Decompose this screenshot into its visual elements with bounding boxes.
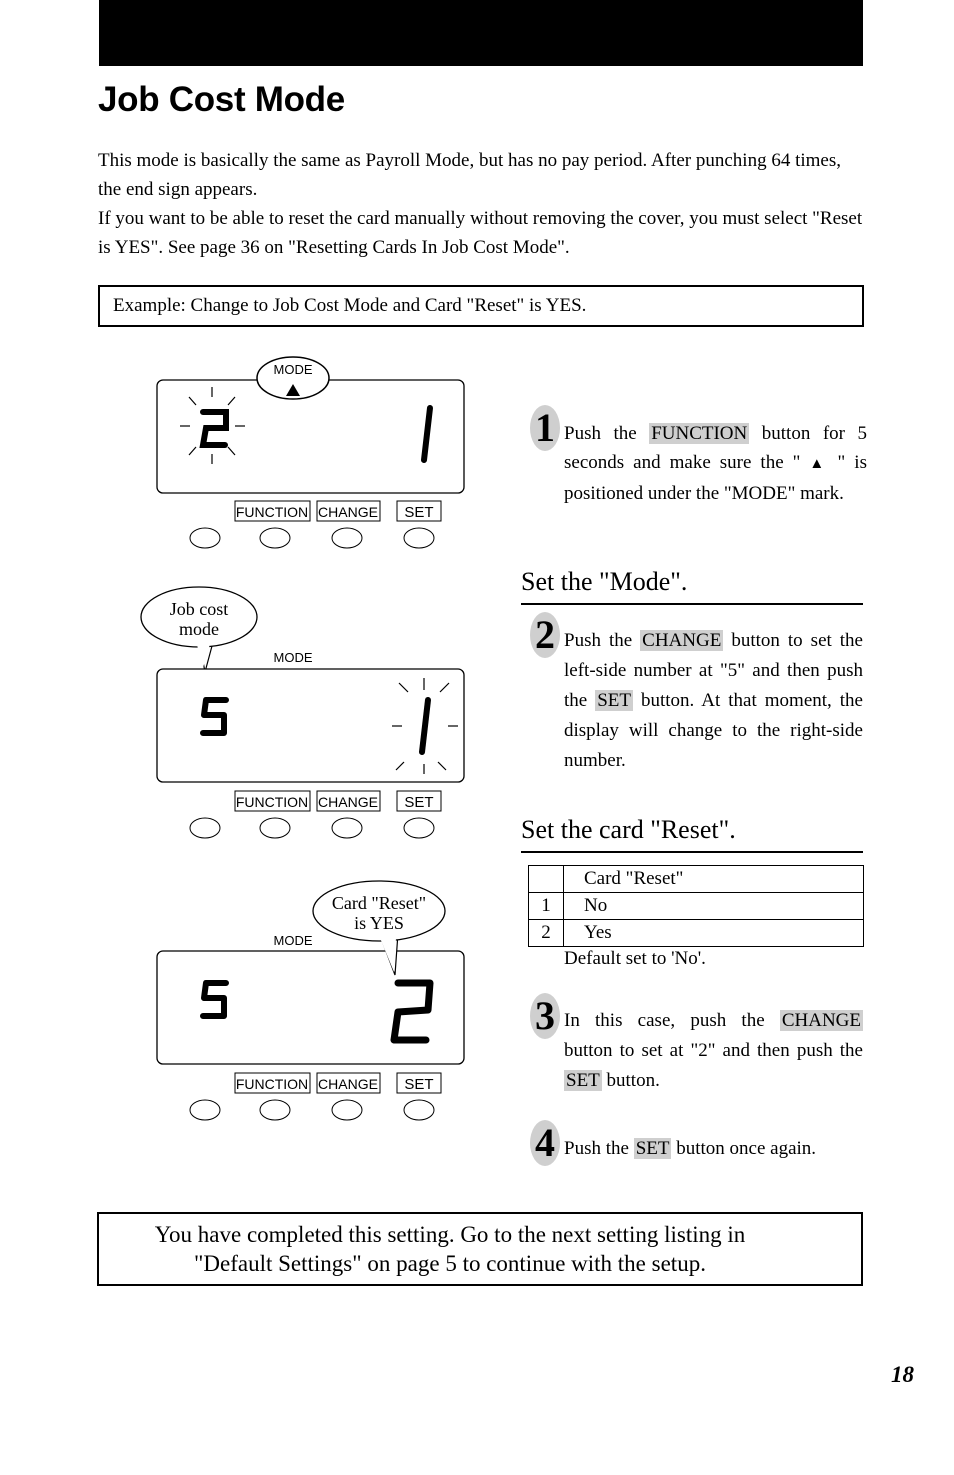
arrow-up-icon: ▲	[809, 456, 829, 472]
section-set-mode: Set the "Mode".	[521, 567, 863, 605]
completion-line-1: You have completed this setting. Go to the next setting listing in	[154, 1222, 746, 1247]
physical-buttons-2	[190, 818, 434, 838]
completion-box	[97, 1212, 863, 1286]
svg-text:CHANGE: CHANGE	[318, 1076, 378, 1092]
clock-panel-diagram	[140, 350, 480, 1140]
svg-text:SET: SET	[404, 504, 434, 521]
button-labels-1	[235, 501, 441, 521]
display-panel-1	[157, 357, 464, 548]
header-bar	[99, 0, 863, 66]
section-set-reset: Set the card "Reset".	[521, 815, 863, 853]
physical-buttons-1	[190, 528, 434, 548]
intro-paragraph-2: If you want to be able to reset the card manually without removing the cover, you must select "Reset is YES". See page 36 on "Resetting Cards In Job Cost Mode".	[98, 208, 863, 258]
completion-line-2: "Default Settings" on page 5 to continue with the setup.	[194, 1251, 706, 1276]
svg-text:FUNCTION: FUNCTION	[235, 794, 309, 810]
step-2-number: 2	[535, 612, 555, 657]
intro-text	[98, 146, 868, 262]
function-button-ref: FUNCTION	[651, 423, 748, 444]
step-1-text: Push the FUNCTION button for 5 seconds and make sure the " ▲ " is positioned under the "MODE" mark.	[564, 423, 867, 504]
step-2-text: Push the CHANGE button to set the left-side number at "5" and then push the SET button. At that moment, the display will change to the right-side number.	[564, 630, 863, 771]
button-labels-2	[235, 791, 441, 811]
table-row: 1 No	[529, 893, 864, 920]
mode-label: MODE	[273, 650, 313, 665]
display-panel-2	[141, 587, 464, 838]
table-row: 2 Yes	[529, 920, 864, 947]
svg-text:CHANGE: CHANGE	[318, 504, 378, 520]
svg-text:is YES: is YES	[354, 913, 404, 933]
page-title: Job Cost Mode	[98, 80, 345, 119]
page-number: 18	[891, 1362, 914, 1387]
button-labels-3	[235, 1073, 441, 1093]
svg-text:CHANGE: CHANGE	[318, 794, 378, 810]
step-4-number: 4	[535, 1120, 555, 1165]
step-4-text: Push the SET button once again.	[564, 1138, 817, 1159]
step-1-number: 1	[535, 405, 555, 450]
svg-text:FUNCTION: FUNCTION	[235, 1076, 309, 1092]
table-row	[529, 866, 864, 893]
svg-text:Card "Reset": Card "Reset"	[331, 893, 427, 913]
set-button-ref: SET	[635, 1138, 670, 1159]
svg-text:FUNCTION: FUNCTION	[235, 504, 309, 520]
svg-text:Job cost: Job cost	[169, 599, 229, 619]
example-text: Example: Change to Job Cost Mode and Card "Reset" is YES.	[113, 295, 587, 316]
svg-text:SET: SET	[404, 1076, 434, 1093]
change-button-ref: CHANGE	[781, 1010, 861, 1031]
set-button-ref: SET	[597, 690, 631, 711]
example-box	[98, 285, 864, 327]
display-panel-3	[157, 881, 464, 1120]
set-button-ref: SET	[566, 1070, 600, 1091]
reset-table	[528, 865, 864, 947]
mode-label: MODE	[273, 362, 313, 377]
physical-buttons-3	[190, 1100, 434, 1120]
default-note: Default set to 'No'.	[564, 948, 706, 969]
svg-text:mode: mode	[179, 619, 219, 639]
mode-label: MODE	[273, 933, 313, 948]
intro-paragraph-1: This mode is basically the same as Payroll Mode, but has no pay period. After punching 64 times, the end sign appears.	[98, 150, 841, 200]
change-button-ref: CHANGE	[642, 630, 722, 651]
table-header: Card "Reset"	[564, 866, 864, 893]
step-3-text: In this case, push the CHANGE button to set at "2" and then push the SET button.	[564, 1010, 863, 1091]
svg-text:SET: SET	[404, 794, 434, 811]
step-3-number: 3	[535, 993, 555, 1038]
